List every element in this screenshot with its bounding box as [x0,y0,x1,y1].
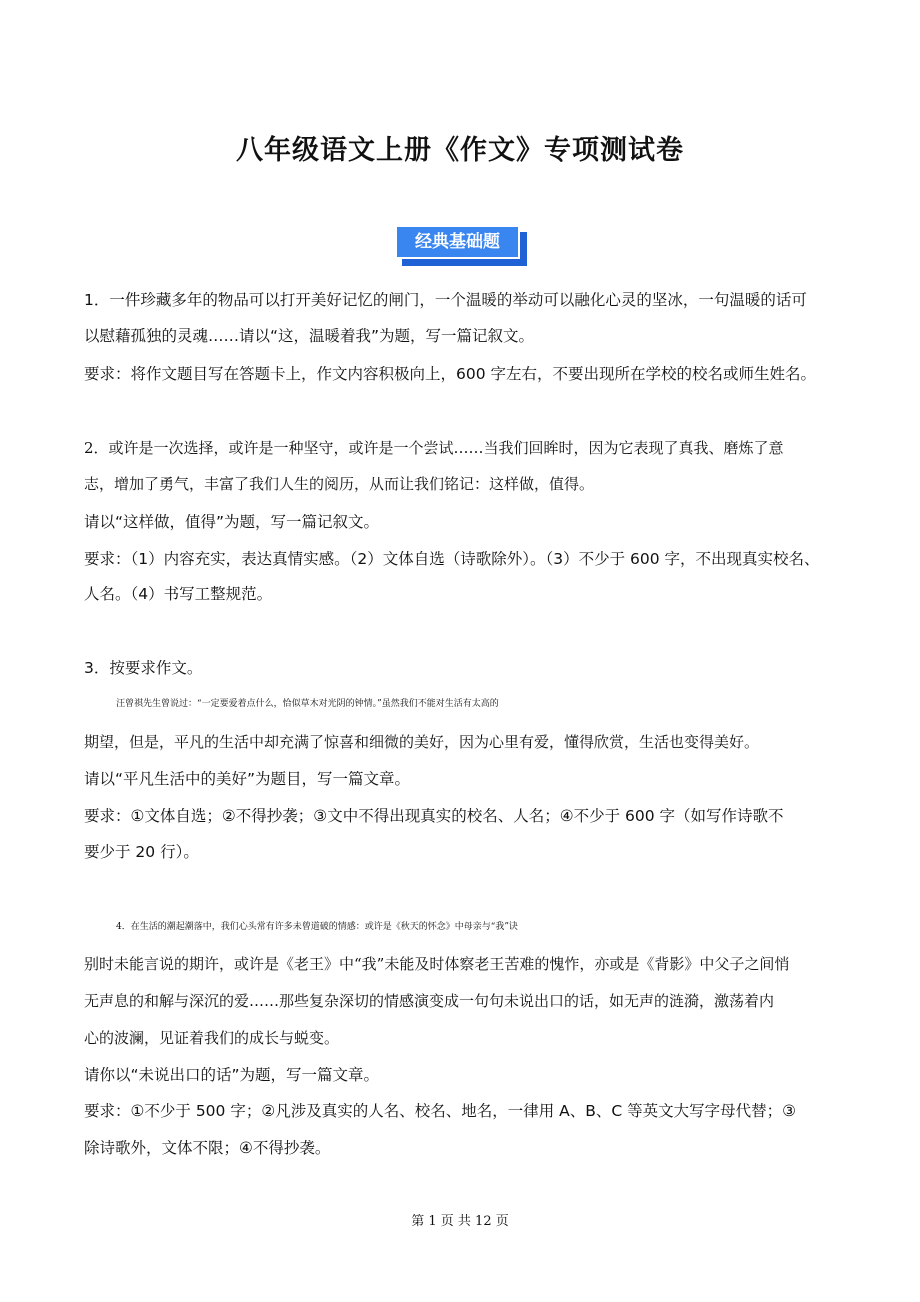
page-number: 第 1 页 共 12 页 [411,1214,509,1229]
q3-requirement-1: 要求：①文体自选；②不得抄袭；③文中不得出现真实的校名、人名；④不少于 600 字（如写作诗歌不 [84,807,784,825]
q2-requirement-1: 要求：（1）内容充实，表达真情实感。（2）文体自选（诗歌除外）。（3）不少于 600 字，不出现真实校名、 [84,550,820,568]
q2-line3: 请以“这样做，值得”为题，写一篇记叙文。 [84,513,380,531]
q4-requirement-1: 要求：①不少于 500 字；②凡涉及真实的人名、校名、地名，一律用 A、B、C 等英文大写字母代替；③ [84,1102,797,1120]
q2-requirement-2: 人名。（4）书写工整规范。 [84,585,273,603]
q4-line4: 心的波澜，见证着我们的成长与蜕变。 [84,1029,340,1047]
section-badge-label: 经典基础题 [395,225,520,259]
q4-line5: 请你以“未说出口的话”为题，写一篇文章。 [84,1066,380,1084]
q4-requirement-2: 除诗歌外，文体不限；④不得抄袭。 [84,1139,331,1157]
page-title: 八年级语文上册《作文》专项测试卷 [236,135,684,166]
q2-line1: 2．或许是一次选择，或许是一种坚守，或许是一个尝试……当我们回眸时，因为它表现了真我、磨炼了意 [84,439,784,457]
q4-line1: 4．在生活的潮起潮落中，我们心头常有许多未曾道破的情感：或许是《秋天的怀念》中母亲与“我”诀 [116,922,518,932]
q1-line1: 1．一件珍藏多年的物品可以打开美好记忆的闸门，一个温暖的举动可以融化心灵的坚冰，一句温暖的话可 [84,291,807,309]
q3-requirement-2: 要少于 20 行）。 [84,843,199,861]
q4-line3: 无声息的和解与深沉的爱……那些复杂深切的情感演变成一句句未说出口的话，如无声的涟漪，激荡着内 [84,992,775,1010]
q3-line2: 汪曾祺先生曾说过：“一定要爱着点什么，恰似草木对光阴的钟情。”虽然我们不能对生活有太高的 [116,699,499,709]
q2-line2: 志，增加了勇气，丰富了我们人生的阅历，从而让我们铭记：这样做，值得。 [84,475,595,493]
q3-line3: 期望，但是，平凡的生活中却充满了惊喜和细微的美好，因为心里有爱，懂得欣赏，生活也变得美好。 [84,733,760,751]
q3-line1: 3．按要求作文。 [84,659,203,677]
q4-line2: 别时未能言说的期许，或许是《老王》中“我”未能及时体察老王苦难的愧怍，亦或是《背影》中父子之间悄 [84,955,790,973]
section-badge [395,225,529,267]
q1-line2: 以慰藉孤独的灵魂……请以“这，温暖着我”为题，写一篇记叙文。 [84,327,535,345]
q1-requirement: 要求：将作文题目写在答题卡上，作文内容积极向上，600 字左右，不要出现所在学校的校名或师生姓名。 [84,365,817,383]
q3-line4: 请以“平凡生活中的美好”为题目，写一篇文章。 [84,770,411,788]
